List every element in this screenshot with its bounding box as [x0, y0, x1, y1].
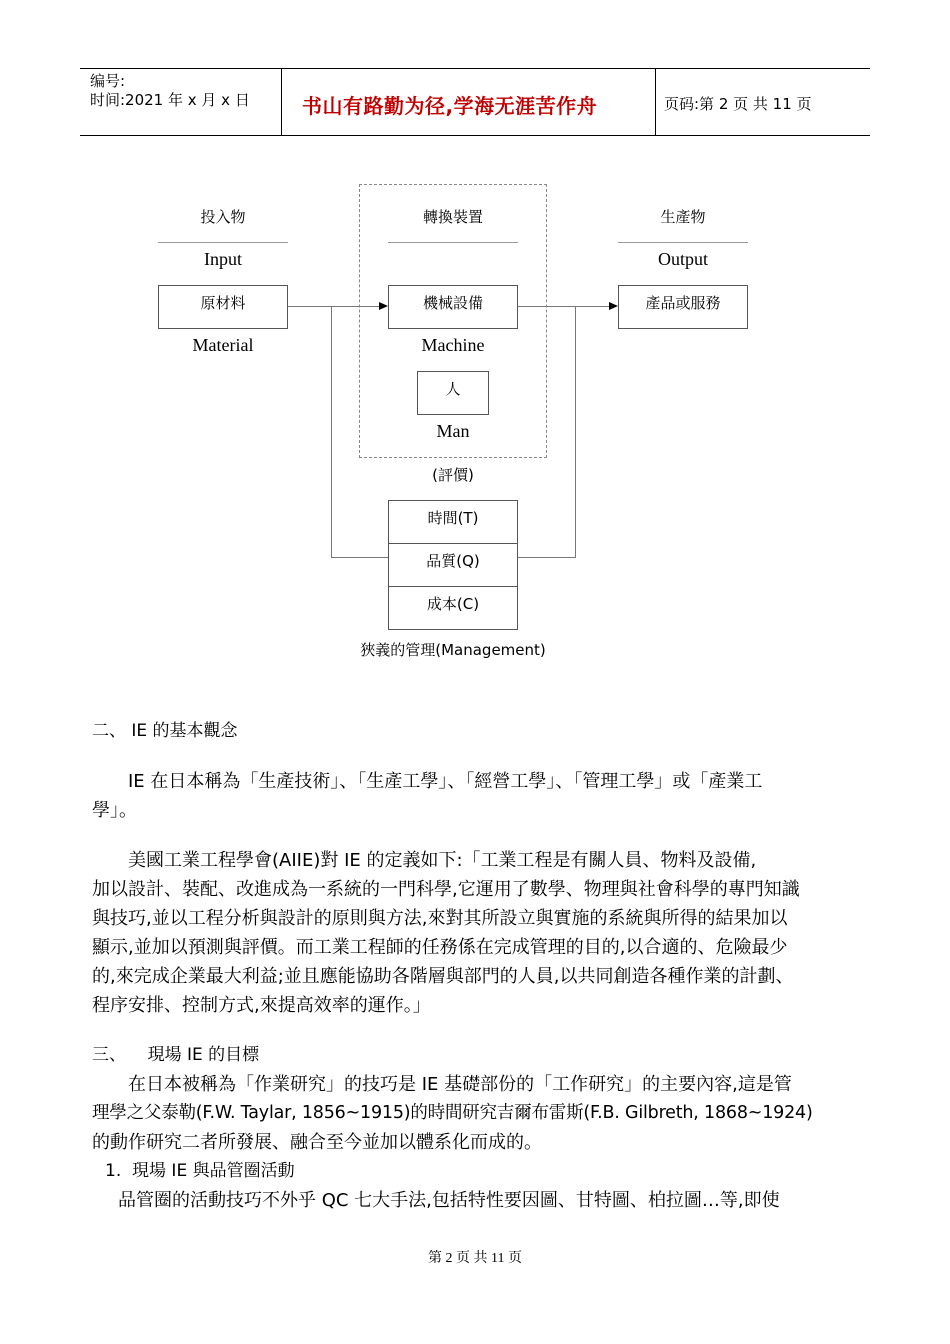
header-date-label: 时间:2021 年 x 月 x 日: [90, 91, 250, 109]
para2-line6: 程序安排、控制方式,來提高效率的運作。」: [92, 995, 431, 1016]
evaluation-label: (評價): [432, 466, 474, 484]
para2-line5: 的,來完成企業最大利益;並且應能協助各階層與部門的人員,以共同創造各種作業的計劃、: [92, 966, 794, 987]
arrowhead-to-product: [609, 302, 618, 310]
feedback-left-horizontal: [331, 557, 388, 558]
para2-line2: 加以設計、裝配、改進成為一系統的一門科學,它運用了數學、物理與社會科學的專門知識: [92, 879, 800, 900]
list-item-1: 1. 現場 IE 與品管圈活動: [105, 1161, 295, 1181]
input-cn-label: 投入物: [200, 208, 246, 226]
conversion-cn-label: 轉換裝置: [422, 208, 483, 226]
cost-label: 成本(C): [426, 595, 480, 613]
output-cn-label: 生產物: [660, 208, 706, 226]
header-page-code: 页码:第 2 页 共 11 页: [664, 95, 812, 113]
para2-line3: 與技巧,並以工程分析與設計的原則與方法,來對其所設立與實施的系統與所得的結果加以: [92, 908, 788, 929]
time-box: [388, 500, 518, 544]
header-number-label: 编号:: [90, 72, 126, 90]
management-label: 狹義的管理(Management): [360, 641, 546, 659]
arrow-machine-to-product: [518, 306, 610, 307]
material-en-label: Material: [192, 335, 254, 355]
feedback-right-vertical: [575, 306, 576, 558]
product-box: [618, 285, 748, 329]
arrow-material-to-machine: [288, 306, 380, 307]
para3-line2: 理學之父泰勒(F.W. Taylar, 1856~1915)的時間研究吉爾布雷斯(F.B. Gilbreth, 1868~1924): [92, 1103, 813, 1123]
section2-heading: 二、 IE 的基本觀念: [92, 721, 238, 741]
conversion-divider: [388, 242, 518, 243]
quality-box: [388, 543, 518, 587]
input-divider: [158, 242, 288, 243]
material-box: [158, 285, 288, 329]
man-box: [417, 371, 489, 415]
product-cn-label: 產品或服務: [645, 294, 721, 312]
material-cn-label: 原材料: [200, 294, 246, 312]
page-footer: 第 2 页 共 11 页: [428, 1251, 522, 1266]
quality-label: 品質(Q): [426, 552, 480, 570]
para3-line3: 的動作研究二者所發展、融合至今並加以體系化而成的。: [92, 1132, 542, 1153]
man-cn-label: 人: [445, 380, 461, 398]
para1-line2: 學」。: [92, 800, 137, 821]
para2-line4: 顯示,並加以預測與評價。而工業工程師的任務係在完成管理的目的,以合適的、危險最少: [92, 937, 788, 958]
header-top-rule: [80, 68, 870, 69]
header-divider-right: [655, 68, 656, 136]
output-en-label: Output: [657, 249, 708, 269]
para1-line1: IE 在日本稱為「生產技術」、「生產工學」、「經營工學」、「管理工學」或「產業工: [128, 771, 763, 792]
machine-box: [388, 285, 518, 329]
header-divider-left: [281, 68, 282, 136]
header-bottom-rule: [80, 135, 870, 136]
machine-en-label: Machine: [421, 335, 485, 355]
para4-line1: 品管圈的活動技巧不外乎 QC 七大手法,包括特性要因圖、甘特圖、柏拉圖…等,即使: [118, 1190, 780, 1211]
output-divider: [618, 242, 748, 243]
man-en-label: Man: [436, 421, 470, 441]
feedback-left-vertical: [331, 306, 332, 558]
time-label: 時間(T): [427, 509, 479, 527]
para2-line1: 美國工業工程學會(AIIE)對 IE 的定義如下:「工業工程是有關人員、物料及設備,: [128, 850, 757, 871]
header-motto: 书山有路勤为径,学海无涯苦作舟: [302, 94, 598, 118]
input-en-label: Input: [204, 249, 242, 269]
para3-line1: 在日本被稱為「作業研究」的技巧是 IE 基礎部份的「工作研究」的主要內容,這是管: [128, 1074, 792, 1095]
arrowhead-to-machine: [379, 302, 388, 310]
cost-box: [388, 586, 518, 630]
machine-cn-label: 機械設備: [422, 294, 483, 312]
feedback-right-horizontal: [518, 557, 575, 558]
section3-heading: 三、 現場 IE 的目標: [92, 1045, 260, 1065]
